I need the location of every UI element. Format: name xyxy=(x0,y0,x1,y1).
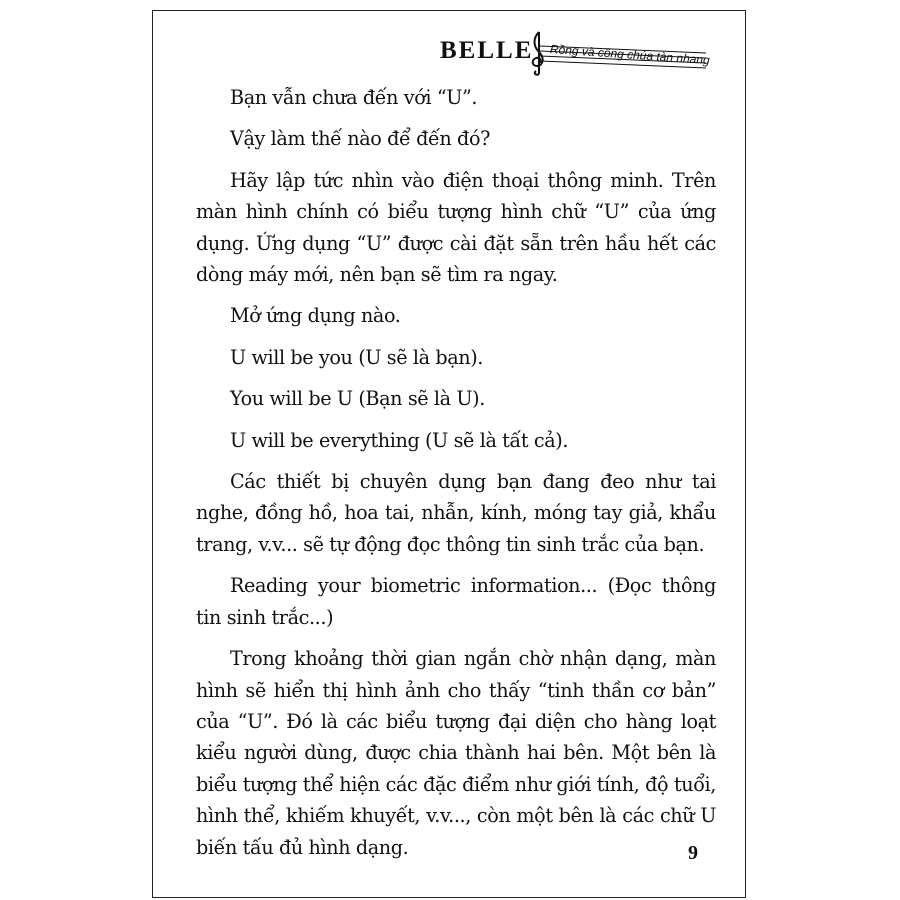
page-number: 9 xyxy=(688,842,698,864)
running-header xyxy=(440,30,710,76)
book-subtitle: Rồng và công chúa tàn nhang xyxy=(549,42,711,68)
body-text xyxy=(196,82,716,863)
paragraph: You will be U (Bạn sẽ là U). xyxy=(230,387,485,411)
paragraph: Hãy lập tức nhìn vào điện thoại thông minh. Trên màn hình chính có biểu tượng hình chữ “U” của ứng dụng. Ứng dụng “U” được cài đặt sẵn trên hầu hết các dòng máy mới, nên bạn sẽ tìm ra ngay. xyxy=(196,168,716,287)
paragraph: Vậy làm thế nào để đến đó? xyxy=(230,127,490,151)
paragraph: U will be you (U sẽ là bạn). xyxy=(230,345,483,369)
paragraph: U will be everything (U sẽ là tất cả). xyxy=(230,428,569,452)
series-title: BELLE xyxy=(440,37,534,64)
paragraph: Các thiết bị chuyên dụng bạn đang đeo như tai nghe, đồng hồ, hoa tai, nhẫn, kính, móng tay giả, khẩu trang, v.v... sẽ tự động đọc thông tin sinh trắc của bạn. xyxy=(196,470,716,556)
paragraph: Mở ứng dụng nào. xyxy=(230,304,401,328)
paragraph: Trong khoảng thời gian ngắn chờ nhận dạng, màn hình sẽ hiển thị hình ảnh cho thấy “tinh thần cơ bản” của “U”. Đó là các biểu tượng đại diện cho hàng loạt kiểu người dùng, được chia thành hai bên. Một bên là biểu tượng thể hiện các đặc điểm như giới tính, độ tuổi, hình thể, khiếm khuyết, v.v..., còn một bên là các chữ U biến tấu đủ hình dạng. xyxy=(196,647,716,859)
paragraph: Reading your biometric information... (Đọc thông tin sinh trắc...) xyxy=(196,574,716,629)
paragraph: Bạn vẫn chưa đến với “U”. xyxy=(230,86,478,109)
